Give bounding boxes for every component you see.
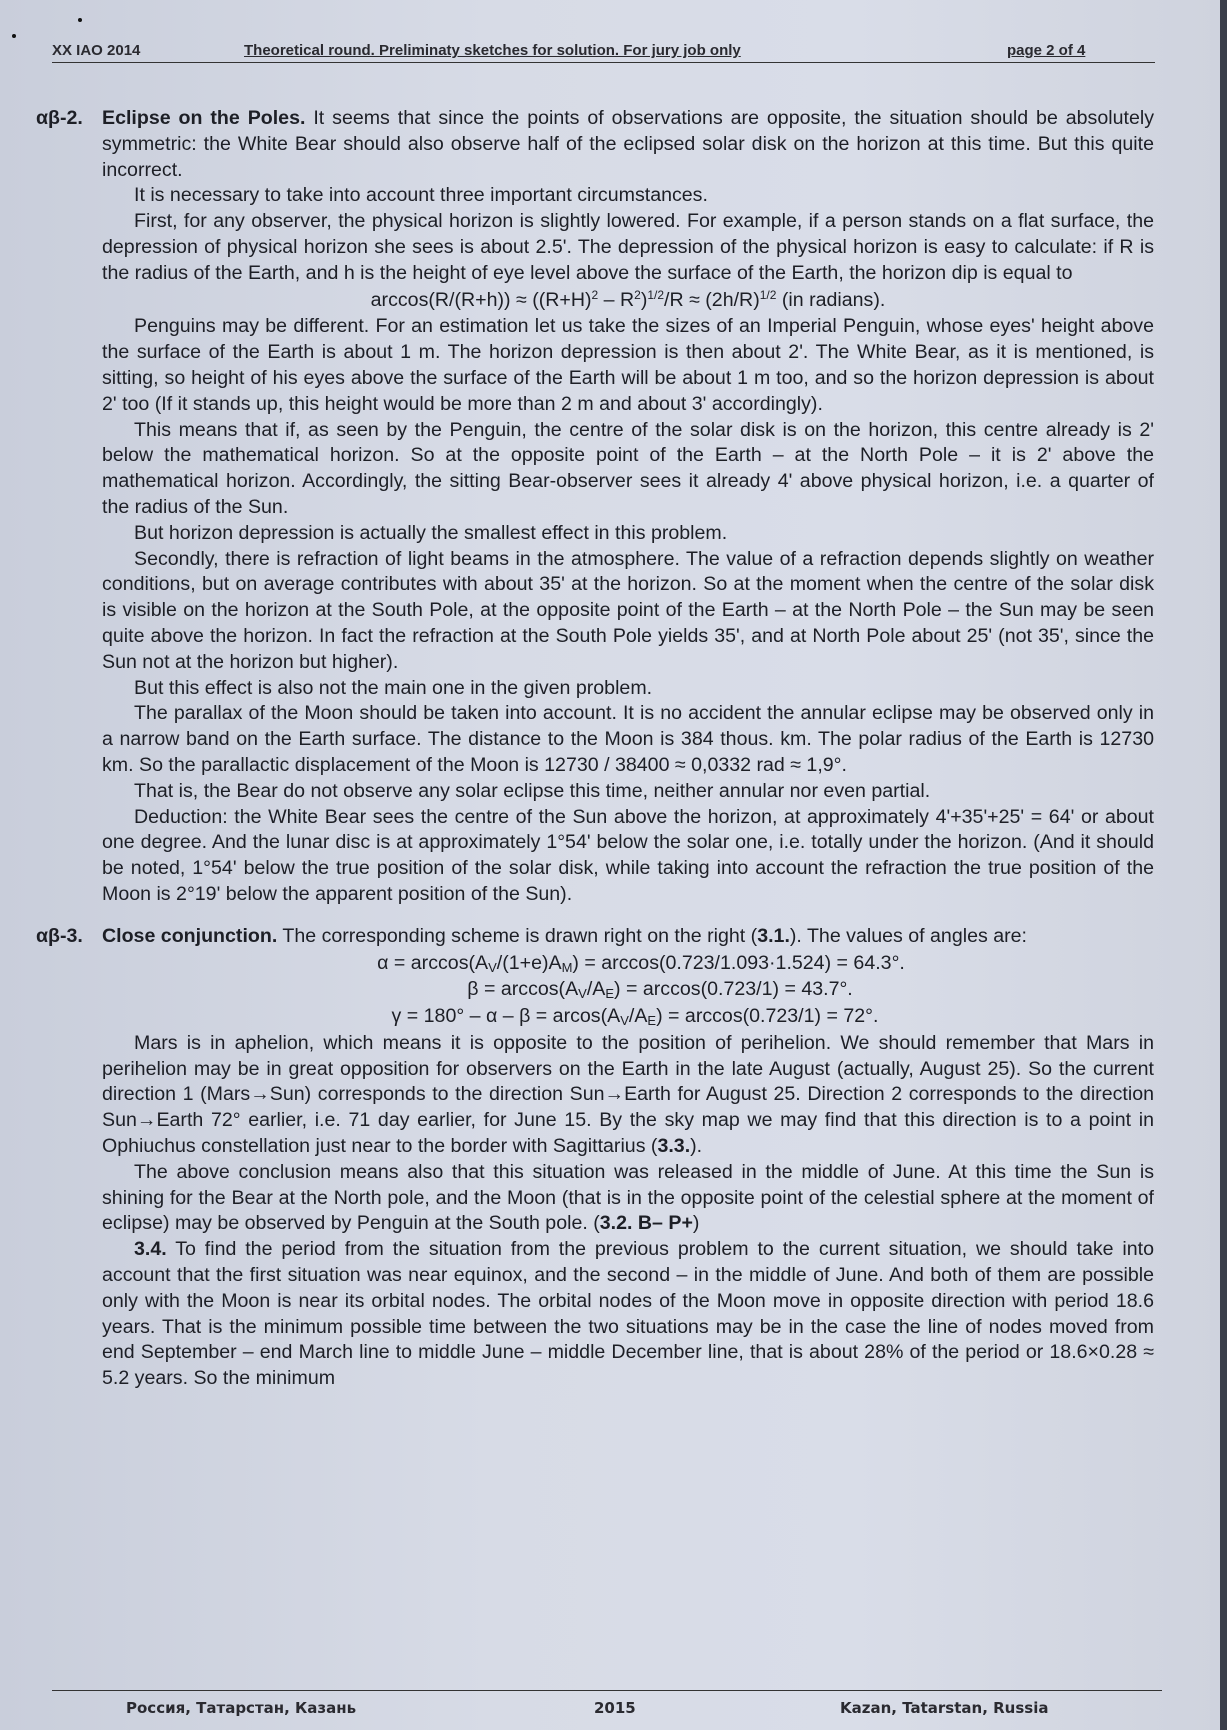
problem-title: Close conjunction. xyxy=(102,924,278,947)
dust-speck xyxy=(12,34,16,38)
alpha-formula: $\alpha = \arccos(A_V/(1+e)A_M) = \arccos(0.723/1.093\cdot 1.524) = 64.3^\circ$. xyxy=(377,951,905,975)
intro-text: It seems that since the points of observations are opposite, the situation should be absolutely symmetric: the White Bear should also observe half of the eclipsed solar disk on the horizon at this time. But this quite incorrect. xyxy=(102,107,1154,181)
page-footer xyxy=(52,1690,1162,1721)
dust-speck xyxy=(78,18,82,22)
beta-formula: $\beta = \arccos(A_V/A_E) = \arccos(0.723/1) = 43.7^\circ$. xyxy=(467,978,853,1002)
paragraph: The parallax of the Moon should be taken into account. It is no accident the annular eclipse may be observed only in a narrow band on the Earth surface. The distance to the Moon is 384 thous. km. The polar radius of the Earth is 12730 km. So the parallactic displacement of the Moon is 12730 / 38400 ≈ 0,0332 rad ≈ 1,9°. xyxy=(102,702,1154,776)
problem-intro: Close conjunction. The corresponding scheme is drawn right on the right (3.1.). The values of angles are: xyxy=(102,924,1027,947)
footer-location-en: Kazan, Tatarstan, Russia xyxy=(840,1699,1049,1717)
problem-number: αβ-3. xyxy=(36,924,83,947)
paragraph: This means that if, as seen by the Penguin, the centre of the solar disk is on the horizon, this centre already is 2' below the mathematical horizon. So at the opposite point of the Earth – at the North Pole – it is 2' above the mathematical horizon. Accordingly, the sitting Bear-observer sees it already 4' above physical horizon, i.e. a quarter of the radius of the Sun. xyxy=(102,418,1154,518)
footer-location-ru: Россия, Татарстан, Казань xyxy=(126,1699,357,1717)
paragraph: But this effect is also not the main one in the given problem. xyxy=(134,676,653,699)
problem-intro xyxy=(102,106,1154,183)
problem-number: αβ-2. xyxy=(36,107,83,129)
footer-year: 2015 xyxy=(594,1699,636,1717)
problem-ab3 xyxy=(36,924,1154,1392)
header-event: XX IAO 2014 xyxy=(52,42,141,59)
problem-title: Eclipse on the Poles. xyxy=(102,107,306,129)
gamma-formula: $\gamma = 180^\circ - \alpha - \beta = arcos(A_V/A_E) = \arccos(0.723/1) = 72^\circ$. xyxy=(391,1005,879,1029)
page-body xyxy=(36,106,1154,1392)
problem-ab2 xyxy=(36,106,1154,908)
paragraph: Penguins may be different. For an estimation let us take the sizes of an Imperial Penguin, whose eyes' height above the surface of the Earth is about 1 m. The horizon depression is then about 2'. The White Bear, as it is mentioned, is sitting, so height of his eyes above the surface of the Earth will be about 1 m too, and so the horizon depression is about 2' too (If it stands up, this height would be more than 2 m and about 3' accordingly). xyxy=(102,315,1154,415)
paragraph: That is, the Bear do not observe any solar eclipse this time, neither annular nor even partial. xyxy=(134,779,931,802)
paragraph: It is necessary to take into account three important circumstances. xyxy=(134,184,708,207)
paragraph: But horizon depression is actually the smallest effect in this problem. xyxy=(134,521,728,544)
paragraph: First, for any observer, the physical horizon is slightly lowered. For example, if a person stands on a flat surface, the depression of physical horizon she sees is about 2.5'. The depression of the physical horizon is easy to calculate: if R is the radius of the Earth, and h is the height of eye level above the surface of the Earth, the horizon dip is equal to xyxy=(102,210,1154,284)
header-title: Theoretical round. Preliminaty sketches for solution. For jury job only xyxy=(244,42,741,59)
paragraph: 3.4. To find the period from the situation from the previous problem to the current situation, we should take into account that the first situation was near equinox, and the second – in the middle of June. And both of them are possible only with the Moon is near its orbital nodes. The orbital nodes of the Moon move in opposite direction with period 18.6 years. That is the minimum possible time between the two situations may be in the case the line of nodes moved from end September – end March line to middle June – middle December line, that is about 28% of the period or 18.6×0.28 ≈ 5.2 years. So the minimum xyxy=(102,1238,1154,1390)
paragraph: Mars is in aphelion, which means it is opposite to the position of perihelion. We should remember that Mars in perihelion may be in great opposition for observers on the Earth in the late August (actually, August 25). So the current direction 1 (Mars→Sun) corresponds to the direction Sun→Earth for August 25. Direction 2 corresponds to the direction Sun→Earth 72° earlier, i.e. 71 day earlier, for June 15. By the sky map we may find that this direction is to a point in Ophiuchus constellation just near to the border with Sagittarius (3.3.). xyxy=(102,1031,1154,1158)
horizon-dip-formula: $\arccos(R/(R+h)) \approx ((R+H)^2 - R^2)^{1/2}/R \approx (2h/R)^{1/2}$ (in radians). xyxy=(370,287,886,311)
header-page-number: page 2 of 4 xyxy=(1007,42,1086,59)
paragraph: Secondly, there is refraction of light beams in the atmosphere. The value of a refraction depends slightly on weather conditions, but on average contributes with about 35' at the horizon. So at the moment when the centre of the solar disk is visible on the horizon at the South Pole, at the opposite point of the Earth – at the North Pole – the Sun may be seen quite above the horizon. In fact the refraction at the South Pole yields 35', and at North Pole about 25' (not 35', since the Sun not at the horizon but higher). xyxy=(102,547,1154,673)
paragraph: Deduction: the White Bear sees the centre of the Sun above the horizon, at approximately 4'+35'+25' = 64' or about one degree. And the lunar disc is at approximately 1°54' below the solar one, i.e. totally under the horizon. (And it should be noted, 1°54' below the true position of the solar disk, while taking into account the refraction the true position of the Moon is 2°19' below the apparent position of the Sun). xyxy=(102,805,1154,905)
paragraph: The above conclusion means also that this situation was released in the middle of June. At this time the Sun is shining for the Bear at the North pole, and the Moon (that is in the opposite point of the celestial sphere at the moment of eclipse) may be observed by Penguin at the South pole. (3.2. B– P+) xyxy=(102,1160,1154,1235)
page-header xyxy=(52,38,1155,63)
